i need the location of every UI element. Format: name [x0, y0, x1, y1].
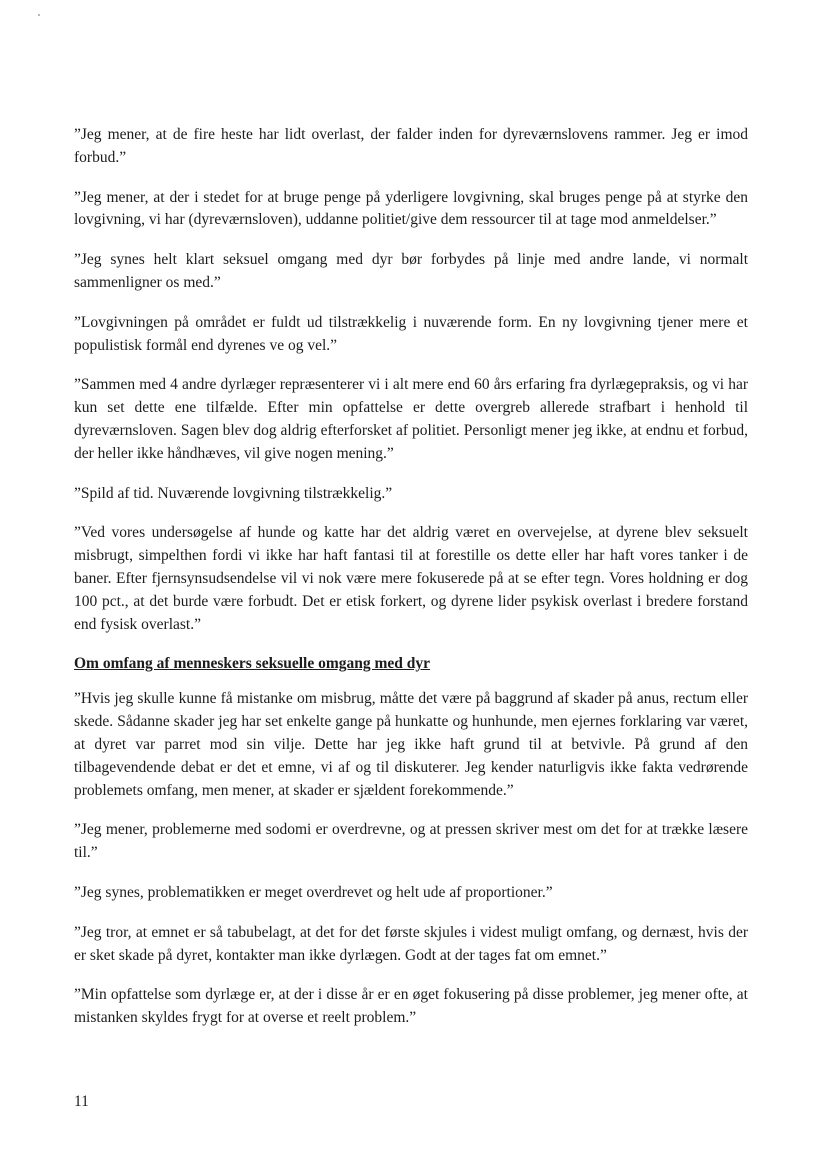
quote-paragraph: ”Sammen med 4 andre dyrlæger repræsenterer vi i alt mere end 60 års erfaring fra dyrlægepraksis, og vi har kun set dette ene tilfælde. Efter min opfattelse er dette overgreb allerede strafbart i henhold til dyreværnsloven. Sagen blev dog aldrig efterforsket af politiet. Personligt mener jeg ikke, at endnu et forbud, der heller ikke håndhæves, vil give nogen mening.” [74, 376, 748, 462]
quote-paragraph: ”Jeg synes, problematikken er meget overdrevet og helt ude af proportioner.” [74, 883, 553, 901]
quote-paragraph: ”Jeg mener, at der i stedet for at bruge penge på yderligere lovgivning, skal bruges penge på at styrke den lovgivning, vi har (dyreværnsloven), uddanne politiet/give dem ressourcer til at tage mod anmeldelser.” [74, 188, 748, 229]
quote-paragraph: ”Jeg mener, at de fire heste har lidt overlast, der falder inden for dyreværnslovens rammer. Jeg er imod forbud.” [74, 126, 748, 166]
scan-speck [38, 14, 40, 16]
quote-paragraph: ”Hvis jeg skulle kunne få mistanke om misbrug, måtte det være på baggrund af skader på anus, rectum eller skede. Sådanne skader jeg har set enkelte gange på hunkatte og hunhunde, men ejernes forklaring var været, at dyret var parret mod sin vilje. Dette har jeg ikke haft grund til at betvivle. På grund af den tilbagevendende debat er det et emne, vi af og til diskuterer. Jeg kender naturligvis ikke fakta vedrørende problemets omfang, men mener, at skader er sjældent forekommende.” [74, 690, 748, 799]
quote-paragraph: ”Min opfattelse som dyrlæge er, at der i disse år er en øget fokusering på disse problemer, jeg mener ofte, at mistanken skyldes frygt for at overse et reelt problem.” [74, 986, 748, 1027]
quote-paragraph: ”Jeg synes helt klart seksuel omgang med dyr bør forbydes på linje med andre lande, vi normalt sammenligner os med.” [74, 251, 748, 291]
document-body [74, 124, 748, 1047]
quote-paragraph: ”Jeg mener, problemerne med sodomi er overdrevne, og at pressen skriver mest om det for at trække læsere til.” [74, 821, 748, 862]
quote-paragraph: ”Jeg tror, at emnet er så tabubelagt, at det for det første skjules i videst muligt omfang, og dernæst, hvis der er sket skade på dyret, kontakter man ikke dyrlægen. Godt at der tages fat om emnet.” [74, 923, 748, 964]
page-number: 11 [74, 1093, 89, 1110]
quote-paragraph: ”Lovgivningen på området er fuldt ud tilstrækkelig i nuværende form. En ny lovgivning tjener mere et populistisk formål end dyrenes ve og vel.” [74, 313, 748, 354]
quote-paragraph: ”Ved vores undersøgelse af hunde og katte har det aldrig været en overvejelse, at dyrene blev seksuelt misbrugt, simpelthen fordi vi ikke har haft fantasi til at forestille os dette eller har haft vores tanker i de baner. Efter fjernsynsudsendelse vil vi nok være mere fokuserede på at se efter tegn. Vores holdning er dog 100 pct., at det burde være forbudt. Det er etisk forkert, og dyrene lider psykisk overlast i bredere forstand end fysisk overlast.” [74, 524, 748, 633]
quote-paragraph: ”Spild af tid. Nuværende lovgivning tilstrækkelig.” [74, 484, 393, 502]
section-heading: Om omfang af menneskers seksuelle omgang med dyr [74, 655, 431, 673]
